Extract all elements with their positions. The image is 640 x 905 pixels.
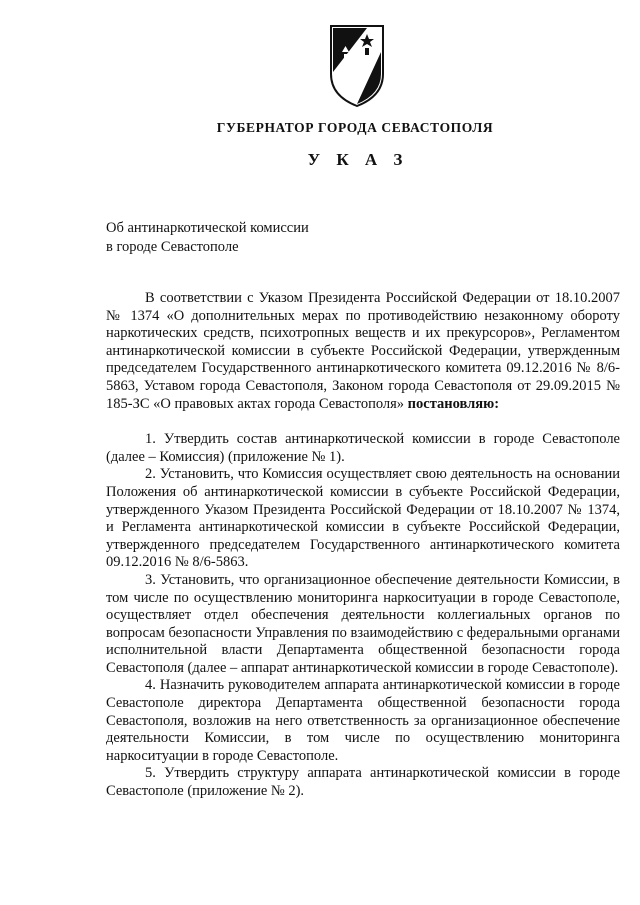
document-subject [106,219,309,257]
decree-item-3: 3. Установить, что организационное обеспечение деятельности Комиссии, в том числе по осуществлению мониторинга наркоситуации в городе Севастополе, осуществляет отдел обеспечения деятельности коллегиальных органов по вопросам безопасности Управления по взаимодействию с федеральными органами исполнительной власти Департамента общественной безопасности города Севастополя (далее – аппарат антинаркотической комиссии в городе Севастополе). [106,571,620,676]
decree-item-5: 5. Утвердить структуру аппарата антинаркотической комиссии в городе Севастополе (приложение № 2). [106,765,620,800]
decree-item-2: 2. Установить, что Комиссия осуществляет свою деятельность на основании Положения об антинаркотической комиссии в субъекте Российской Федерации, утвержденного Указом Президента Российской Федерации от 18.10.2007 № 1374, и Регламента антинаркотической комиссии в субъекте Российской Федерации, утвержденного председателем Государственного антинаркотического комитета 09.12.2016 № 8/6-5863. [106,466,620,571]
preamble-text: В соответствии с Указом Президента Российской Федерации от 18.10.2007 № 1374 «О дополнительных мерах по противодействию незаконному обороту наркотических средств, психотропных веществ и их прекурсоров», Регламентом антинаркотической комиссии в субъекте Российской Федерации, утвержденным председателем Государственного антинаркотического комитета 09.12.2016 № 8/6-5863, Уставом города Севастополя, Законом города Севастополя от 29.09.2015 № 185-ЗС «О правовых актах города Севастополя» [106,290,620,412]
decree-item-4: 4. Назначить руководителем аппарата антинаркотической комиссии в городе Севастополе директора Департамента общественной безопасности города Севастополя, возложив на него ответственность за организационное обеспечение деятельности Комиссии, в том числе по осуществлению мониторинга наркоситуации в городе Севастополе. [106,677,620,764]
sevastopol-coat-of-arms-icon [327,22,387,108]
subject-line-1: Об антинаркотической комиссии [106,220,309,236]
subject-line-2: в городе Севастополе [106,239,239,255]
document-type-title: У К А З [307,150,409,169]
decree-item-1: 1. Утвердить состав антинаркотической комиссии в городе Севастополе (далее – Комиссия) (приложение № 1). [106,431,620,465]
issuing-authority: ГУБЕРНАТОР ГОРОДА СЕВАСТОПОЛЯ [216,120,494,135]
document-body [106,290,620,801]
preamble-resolve: постановляю: [407,395,500,412]
preamble-paragraph [106,290,620,413]
